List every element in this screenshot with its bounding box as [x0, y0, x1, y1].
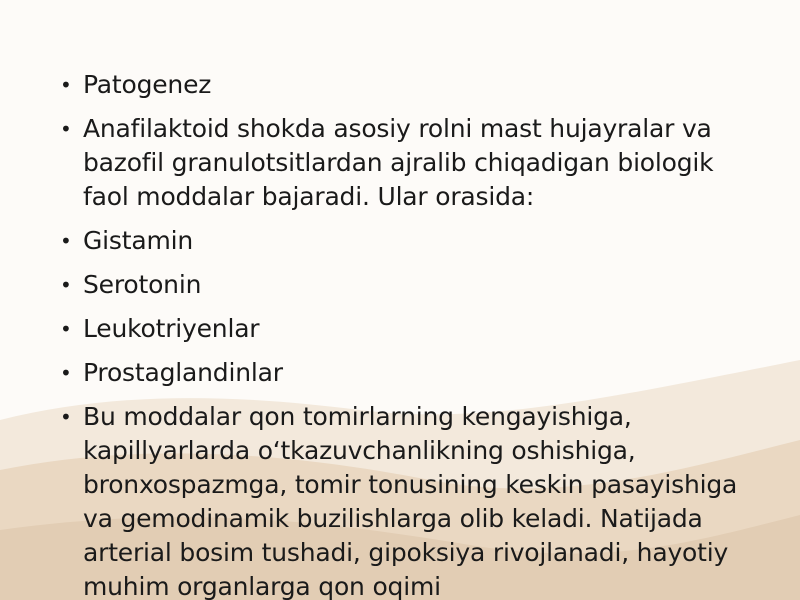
bullet-item-patogenez — [60, 68, 760, 102]
bullet-text: Leukotriyenlar — [83, 314, 260, 343]
bullet-text: Serotonin — [83, 270, 202, 299]
bullet-dot: • — [60, 229, 72, 253]
bullet-text: Bu moddalar qon tomirlarning kengayishiga, kapillyarlarda o‘tkazuvchanlikning oshishiga, bronxospazmga, tomir tonusining keskin pasayishiga va gemodinamik buzilishlarga olib keladi. Natijada arterial bosim tushadi, gipoksiya rivojlanadi, hayotiy muhim organlarga qon oqimi — [83, 402, 738, 600]
bullet-dot: • — [60, 73, 72, 97]
bullet-text: Gistamin — [83, 226, 194, 255]
bullet-item-gistamin — [60, 224, 760, 258]
bullet-dot: • — [60, 273, 72, 297]
bullet-list — [60, 68, 760, 600]
bullet-item-effects — [60, 400, 760, 600]
bullet-item-leukotriyenlar — [60, 312, 760, 346]
bullet-dot: • — [60, 317, 72, 341]
bullet-dot: • — [60, 117, 72, 141]
bullet-dot: • — [60, 405, 72, 429]
bullet-text: Prostaglandinlar — [83, 358, 283, 387]
slide-content — [60, 68, 760, 600]
bullet-text: Patogenez — [83, 70, 212, 99]
bullet-item-prostaglandinlar — [60, 356, 760, 390]
bullet-dot: • — [60, 361, 72, 385]
bullet-item-description — [60, 112, 760, 214]
bullet-text: Anafilaktoid shokda asosiy rolni mast hujayralar va bazofil granulotsitlardan ajralib chiqadigan biologik faol moddalar bajaradi. Ular orasida: — [83, 114, 714, 211]
bullet-item-serotonin — [60, 268, 760, 302]
